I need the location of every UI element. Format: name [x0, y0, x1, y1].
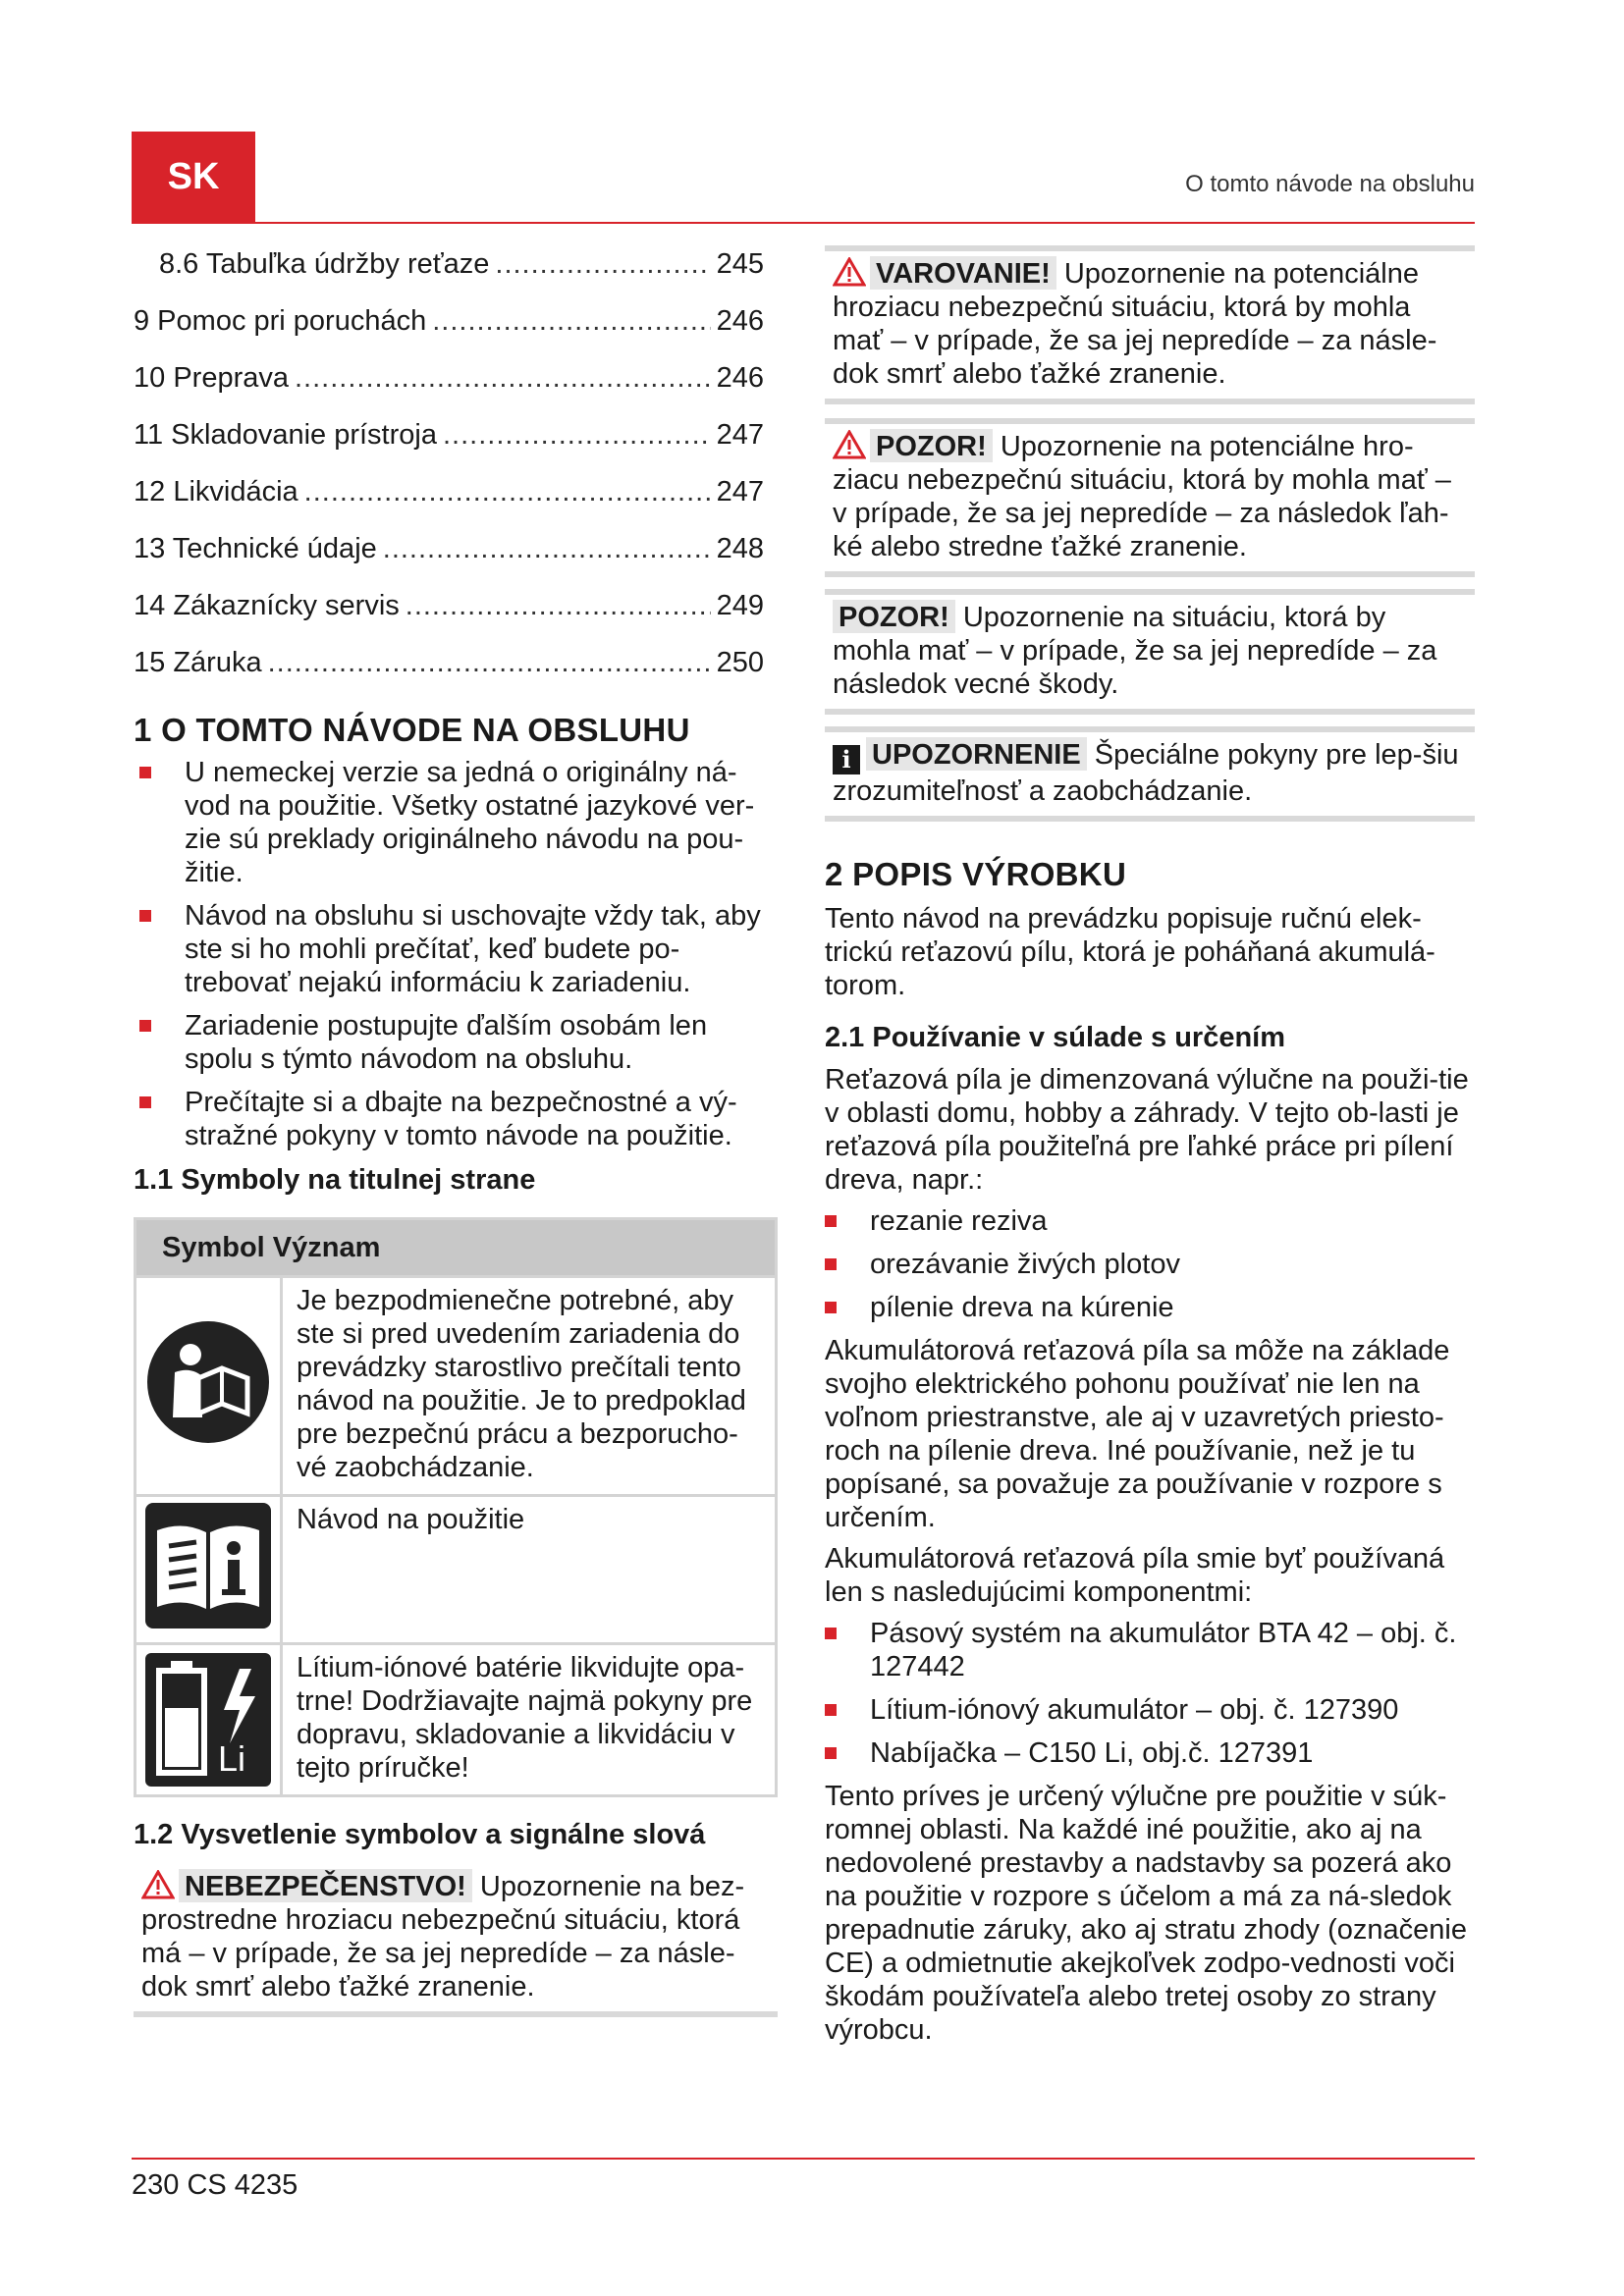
- list-item: Zariadenie postupujte ďalším osobám len spolu s týmto návodom na obsluhu.: [134, 1009, 778, 1076]
- paragraph: Reťazová píla je dimenzovaná výlučne na použi-tie v oblasti domu, hobby a záhrady. V tejto ob-lasti je reťazová píla použiteľná pre ľahké práce pri pílení dreva, napr.:: [825, 1064, 1469, 1196]
- table-header: Symbol Význam: [135, 1219, 777, 1277]
- info-icon: i: [833, 745, 860, 774]
- read-manual-icon: [145, 1319, 271, 1445]
- danger-keyword: NEBEZPEČENSTVO!: [179, 1869, 472, 1902]
- table-row: [135, 1496, 777, 1644]
- notice-keyword: POZOR!: [833, 600, 955, 633]
- section-2-intro: Tento návod na prevádzku popisuje ručnú elek-trickú reťazovú pílu, ktorá je poháňaná akumulá-torom.: [825, 903, 1435, 1001]
- table-row: [135, 1277, 777, 1496]
- list-item: Lítium-iónový akumulátor – obj. č. 127390: [819, 1693, 1475, 1727]
- warning-signal-box: [825, 245, 1475, 404]
- warning-triangle-icon: [833, 430, 866, 459]
- language-tab: SK: [132, 132, 255, 222]
- paragraph: Akumulátorová reťazová píla sa môže na základe svojho elektrického pohonu používať nie len na voľnom priestranstve, ale aj v uzavretých priesto-roch na pílenie dreva. Iné používanie, než je tu popísané, sa považuje za používanie v rozpore s určením.: [825, 1335, 1450, 1533]
- list-item: Návod na obsluhu si uschovajte vždy tak, aby ste si ho mohli prečítať, keď budete po-trebovať nejakú informáciu k zariadeniu.: [134, 899, 778, 999]
- symbols-table: [134, 1217, 778, 1797]
- list-item: orezávanie živých plotov: [819, 1248, 1475, 1281]
- toc-entry[interactable]: 8.6 Tabuľka údržby reťaze ..... 245: [134, 247, 778, 281]
- caution-signal-box: [825, 418, 1475, 577]
- table-row: [135, 1644, 777, 1796]
- section-2-title: 2 POPIS VÝROBKU: [825, 856, 1127, 892]
- list-item: Prečítajte si a dbajte na bezpečnostné a vý-stražné pokyny v tomto návode na použitie.: [134, 1086, 778, 1152]
- table-cell: Je bezpodmienečne potrebné, aby ste si pred uvedením zariadenia do prevádzky starostlivo prečítali tento návod na použitie. Je to predpoklad pre bezpečnú prácu a bezporucho-vé zaobchádzanie.: [282, 1277, 777, 1496]
- toc-entry[interactable]: 12 Likvidácia ..... 247: [134, 475, 778, 508]
- paragraph: Akumulátorová reťazová píla smie byť používaná len s nasledujúcimi komponentmi:: [825, 1543, 1445, 1608]
- uses-list: [819, 1204, 1475, 1324]
- notice-signal-box: [825, 589, 1475, 715]
- table-cell: Lítium-iónové batérie likvidujte opa-trne! Dodržiavajte najmä pokyny pre dopravu, skladovanie a likvidáciu v tejto príručke!: [282, 1644, 777, 1796]
- battery-li-label: Li: [218, 1738, 246, 1779]
- section-1-title: 1 O TOMTO NÁVODE NA OBSLUHU: [134, 712, 690, 748]
- danger-text: Upozornenie na bez-prostredne hroziacu nebezpečnú situáciu, ktorá má – v prípade, že sa jej nepredíde – za násle-dok smrť alebo ťažké zranenie.: [141, 1871, 745, 2002]
- info-text: Špeciálne pokyny pre lep-šiu zrozumiteľnosť a zaobchádzanie.: [833, 739, 1459, 807]
- caution-text: Upozornenie na potenciálne hro-ziacu nebezpečnú situáciu, ktorá by mohla mať – v prípade, že sa jej nepredíde – za následok ľah-ké alebo stredne ťažké zranenie.: [833, 431, 1451, 562]
- right-column: [825, 245, 1475, 2047]
- toc-entry[interactable]: 14 Zákaznícky servis ..... 249: [134, 589, 778, 622]
- warning-triangle-icon: [833, 257, 866, 287]
- header-rule: [132, 222, 1475, 224]
- list-item: U nemeckej verzie sa jedná o originálny ná-vod na použitie. Všetky ostatné jazykové ver-zie sú preklady originálneho návodu na pou-žitie.: [134, 756, 778, 889]
- subsection-2-1-title: 2.1 Používanie v súlade s určením: [825, 1022, 1286, 1053]
- warning-text: Upozornenie na potenciálne hroziacu nebezpečnú situáciu, ktorá by mohla mať – v prípade, že sa jej nepredíde – za násle-dok smrť alebo ťažké zranenie.: [833, 258, 1437, 390]
- subsection-1-1-title: 1.1 Symboly na titulnej strane: [134, 1164, 536, 1196]
- page-number: 230 CS 4235: [132, 2169, 298, 2201]
- toc-entry[interactable]: 11 Skladovanie prístroja ..... 247: [134, 418, 778, 452]
- danger-signal-box: [134, 1860, 778, 2017]
- li-ion-battery-icon: [145, 1653, 271, 1787]
- list-item: pílenie dreva na kúrenie: [819, 1291, 1475, 1324]
- notice-text: Upozornenie na situáciu, ktorá by mohla mať – v prípade, že sa jej nepredíde – za následok vecné škody.: [833, 602, 1437, 700]
- list-item: rezanie reziva: [819, 1204, 1475, 1238]
- toc-entry[interactable]: 9 Pomoc pri poruchách ..... 246: [134, 304, 778, 338]
- subsection-1-2-title: 1.2 Vysvetlenie symbolov a signálne slová: [134, 1819, 706, 1850]
- battery-shape: [145, 1653, 271, 1787]
- paragraph: Tento príves je určený výlučne pre použitie v súk-romnej oblasti. Na každé iné použitie, ako aj na nedovolené prestavby a nadstavby sa pozerá ako na použitie v rozpore s účelom a má za ná-sledok prepadnutie záruky, ako aj stratu zhody (označenie CE) a odmietnutie akejkoľvek zodpo-vednosti voči škodám používateľa alebo tretej osoby zo strany výrobcu.: [825, 1781, 1467, 2046]
- toc-entry[interactable]: 15 Záruka ..... 250: [134, 646, 778, 679]
- caution-keyword: POZOR!: [870, 429, 993, 462]
- section-1-bullets: [134, 756, 778, 1152]
- list-item: Pásový systém na akumulátor BTA 42 – obj. č. 127442: [819, 1617, 1475, 1683]
- toc-entry[interactable]: 10 Preprava ..... 246: [134, 361, 778, 395]
- table-of-contents: [134, 247, 778, 679]
- info-keyword: UPOZORNENIE: [866, 737, 1087, 771]
- info-signal-box: [825, 726, 1475, 822]
- header-title: O tomto návode na obsluhu: [1185, 171, 1475, 197]
- warning-triangle-icon: [141, 1870, 175, 1899]
- footer-rule: [132, 2158, 1475, 2160]
- warning-keyword: VAROVANIE!: [870, 256, 1056, 290]
- table-cell: Návod na použitie: [282, 1496, 777, 1644]
- toc-entry[interactable]: 13 Technické údaje ..... 248: [134, 532, 778, 565]
- manual-info-icon: [145, 1503, 271, 1629]
- list-item: Nabíjačka – C150 Li, obj.č. 127391: [819, 1736, 1475, 1770]
- left-column: [134, 247, 778, 2017]
- components-list: [819, 1617, 1475, 1770]
